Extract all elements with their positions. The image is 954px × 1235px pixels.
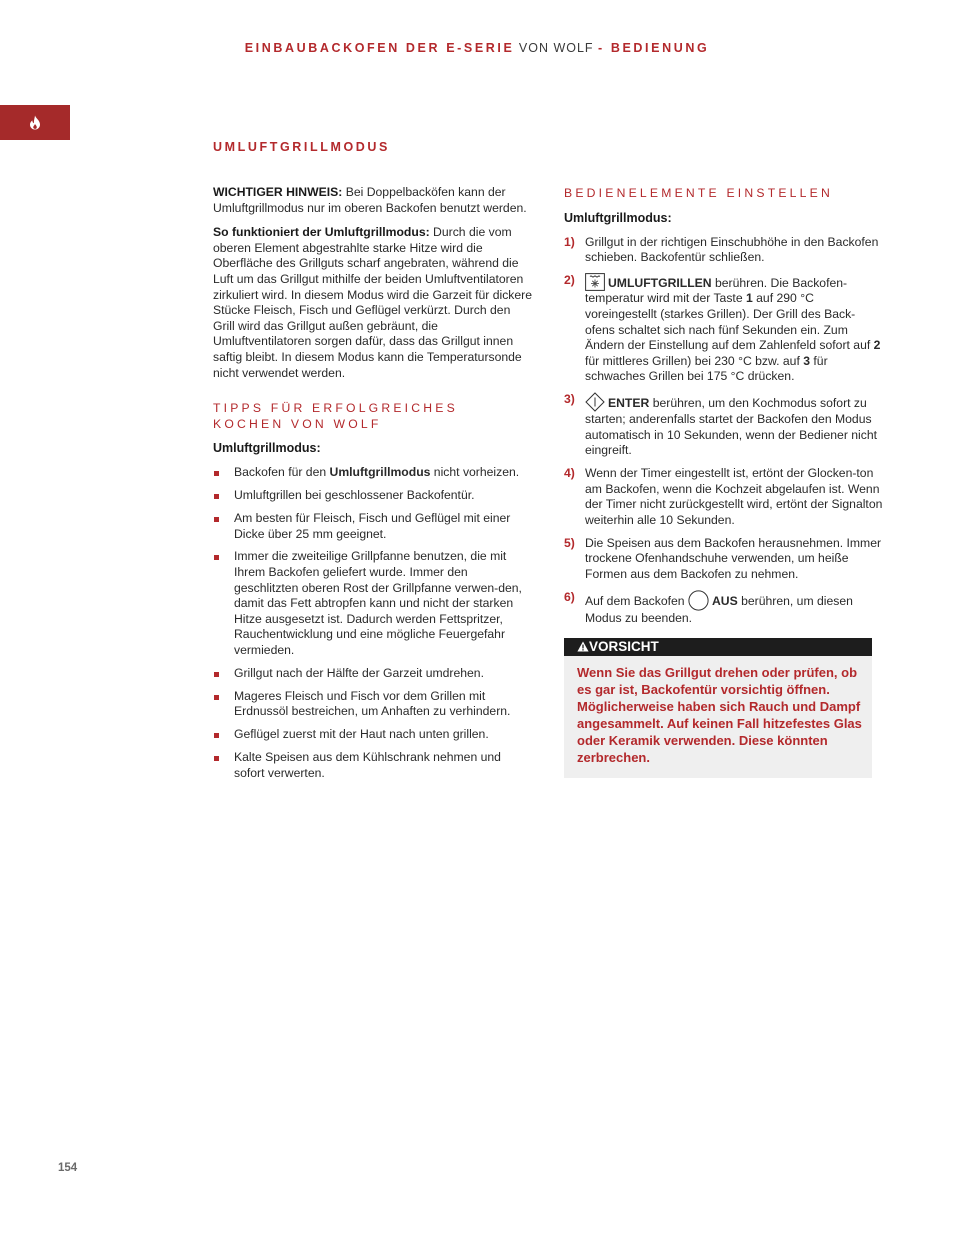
step-text: Wenn der Timer eingestellt ist, ertönt der Glocken-ton am Backofen, wenn die Kochzeit abgelaufen ist. Wenn der Timer nicht zurückgestellt wird, ertönt der Signalton weiterhin alle 10 Sekunden. [585, 466, 883, 527]
controls-heading: BEDIENELEMENTE EINSTELLEN [564, 186, 833, 200]
header-product: EINBAUBACKOFEN DER E-SERIE [244, 41, 515, 55]
step-text: Die Speisen aus dem Backofen herausnehmen. Immer trockene Ofenhandschuhe verwenden, um heiße Formen aus dem Backofen zu nehmen. [585, 535, 882, 581]
list-item [213, 689, 533, 720]
bullet-icon [214, 756, 219, 761]
tip-bold: Umluftgrillmodus [329, 465, 431, 480]
tip-text: Grillgut nach der Hälfte der Garzeit umdrehen. [234, 665, 484, 680]
bullet-icon [214, 471, 219, 476]
step-text: berühren, um den Kochmodus sofort zu starten; anderenfalls startet der Backofen den Modus automatisch in 10 Sekunden, wenn der Bediener nicht eingreift. [585, 396, 878, 458]
section-title: UMLUFTGRILLMODUS [213, 140, 390, 154]
warning-icon [577, 641, 589, 652]
step-item [564, 590, 884, 627]
step-number: 6) [564, 589, 575, 604]
tip-text: Mageres Fleisch und Fisch vor dem Grillen mit Erdnussöl bestreichen, um Anhaften zu verhindern. [234, 688, 511, 719]
left-column [213, 185, 533, 789]
flame-icon [29, 115, 41, 130]
list-item [213, 666, 533, 682]
step-number: 1) [564, 234, 575, 249]
step-item [564, 466, 884, 528]
steps-list [564, 235, 884, 627]
bullet-icon [214, 695, 219, 700]
step-text: für mittleres Grillen) bei 230 °C bzw. auf [585, 353, 804, 368]
caution-header [564, 638, 872, 656]
step-number: 5) [564, 535, 575, 550]
tip-text: Am besten für Fleisch, Fisch und Geflügel mit einer Dicke über 25 mm geeignet. [234, 510, 511, 541]
step-item [564, 536, 884, 583]
list-item [213, 727, 533, 743]
step-text: auf 290 °C voreingestellt (starkes Grillen). Der Grill des Back-ofens schaltet sich nach fünf Sekunden ein. Zum Ändern der Einstellung auf dem Zahlenfeld sofort auf [585, 291, 874, 353]
list-item [213, 750, 533, 781]
tip-text: nicht vorheizen. [430, 465, 520, 480]
enter-label: ENTER [608, 396, 650, 411]
list-item [213, 511, 533, 542]
enter-icon [585, 392, 605, 412]
important-note [213, 185, 533, 216]
list-item [213, 488, 533, 504]
tip-text: Umluftgrillen bei geschlossener Backofentür. [234, 488, 475, 503]
right-column [564, 185, 884, 778]
convection-broil-label: UMLUFTGRILLEN [608, 275, 712, 290]
list-item [213, 549, 533, 658]
tips-heading: TIPPS FÜR ERFOLGREICHES KOCHEN VON WOLF [213, 401, 458, 431]
key-3: 3 [803, 353, 811, 368]
key-2: 2 [873, 338, 881, 353]
step-text: für schwaches Grillen bei 175 °C drücken. [585, 353, 828, 384]
page-number: 154 [58, 1162, 78, 1174]
tip-text: Immer die zweiteilige Grillpfanne benutzen, die mit Ihrem Backofen geliefert wurde. Immer den geschlitzten oberen Rost der Grillpfanne verwen-den, damit das Fett abtropfen kann und nicht der starken Hitze ausgesetzt ist. Dadurch werden Fettspritzer, Rauchentwicklung und eine mögliche Feuergefahr vermieden. [234, 549, 522, 657]
convection-broil-icon [585, 273, 605, 291]
off-button-icon [688, 590, 709, 611]
tip-text: Backofen für den [234, 465, 330, 480]
tip-text: Kalte Speisen aus dem Kühlschrank nehmen und sofort verwerten. [234, 750, 501, 780]
mode-description-label: So funktioniert der Umluftgrillmodus: [213, 225, 430, 240]
caution-text: Wenn Sie das Grillgut drehen oder prüfen, ob es gar ist, Backofentür vorsichtig öffnen. Möglicherweise haben sich Rauch und Dampf angesammelt. Auf keinen Fall hitzefestes Glas oder Keramik verwenden. Diese könnten zerbrechen. [577, 665, 862, 766]
tips-list [213, 465, 533, 781]
note-label: WICHTIGER HINWEIS: [213, 185, 343, 199]
key-1: 1 [745, 291, 753, 306]
controls-label: Umluftgrillmodus: [564, 210, 672, 225]
bullet-icon [214, 733, 219, 738]
step-text: Grillgut in der richtigen Einschubhöhe in den Backofen schieben. Backofentür schließen. [585, 234, 879, 265]
step-item [564, 392, 884, 459]
side-tab [0, 105, 70, 140]
mode-description [213, 225, 533, 381]
caution-title: VORSICHT [589, 639, 659, 655]
note-text: Bei Doppelbacköfen kann der Umluftgrillmodus nur im oberen Backofen benutzt werden. [213, 185, 527, 215]
step-number: 4) [564, 466, 575, 481]
header-section: - BEDIENUNG [598, 41, 710, 55]
step-text: berühren. Die Backofen-temperatur wird mit der Taste [585, 275, 848, 306]
step-number: 2) [564, 272, 575, 287]
tips-label: Umluftgrillmodus: [213, 441, 321, 456]
page-header [0, 41, 954, 55]
off-label: AUS [711, 593, 738, 608]
bullet-icon [214, 555, 219, 560]
list-item [213, 465, 533, 481]
bullet-icon [214, 672, 219, 677]
step-item [564, 273, 884, 385]
step-number: 3) [564, 392, 575, 407]
bullet-icon [214, 517, 219, 522]
step-item [564, 235, 884, 266]
bullet-icon [214, 494, 219, 499]
caution-box [564, 638, 872, 778]
step-text: berühren, um diesen Modus zu beenden. [585, 593, 853, 625]
tip-text: Geflügel zuerst mit der Haut nach unten grillen. [234, 727, 489, 742]
header-brand: VON WOLF [514, 41, 599, 55]
mode-description-text: Durch die vom oberen Element abgestrahlte starke Hitze wird die Oberfläche des Grillguts scharf angebraten, während die Luft um das Grillgut mithilfe der beiden Umluftventilatoren zirkuliert wird. In diesem Modus wird die Garzeit für dickere Stücke Fleisch, Fisch und Geflügel verkürzt. Durch den Grill wird das Grillgut außen gebräunt, die Umluftventilatoren sorgen dafür, dass das Grillgut innen saftig bleibt. In diesem Modus kann die Temperatursonde nicht verwendet werden. [213, 225, 533, 380]
step-text: Auf dem Backofen [585, 593, 688, 608]
